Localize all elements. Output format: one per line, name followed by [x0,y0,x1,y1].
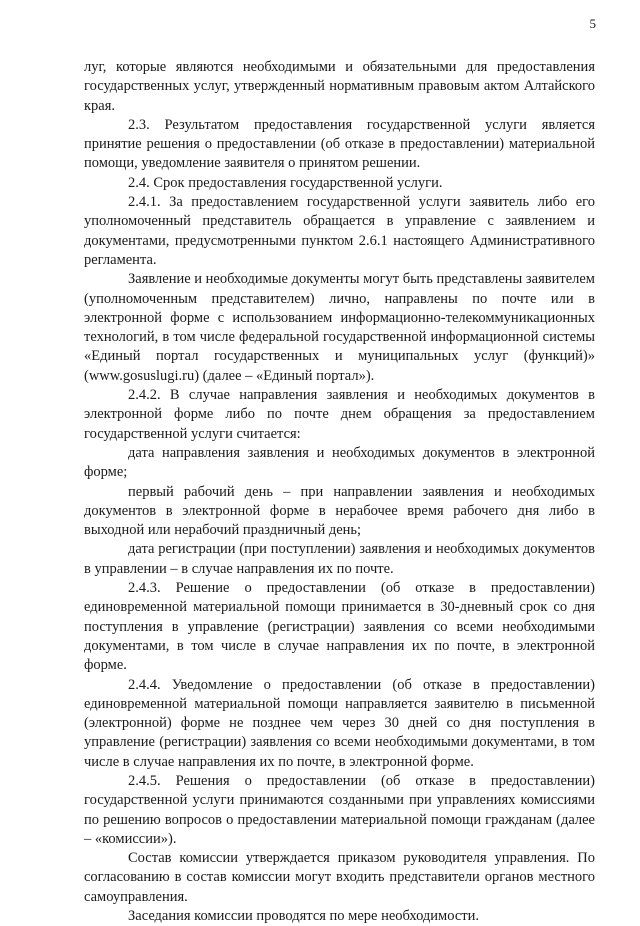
paragraph-2-4-4-notification: 2.4.4. Уведомление о предоставлении (об отказе в предоставлении) единовременной материальной помощи направляется заявителю в письменной (электронной) форме не позднее чем через 30 дней со дня поступления в управление (регистрации) заявления со всеми необходимыми документами, в том числе в случае направления их по почте, в электронной форме. [84,676,595,770]
paragraph-electronic-date: дата направления заявления и необходимых документов в электронной форме; [84,444,595,481]
paragraph-2-4-term: 2.4. Срок предоставления государственной услуги. [128,174,443,191]
paragraph-2-3-result: 2.3. Результатом предоставления государственной услуги является принятие решения о предоставлении (об отказе в предоставлении) материальной помощи, уведомление заявителя о принятом решении. [84,116,595,172]
paragraph-commission-composition: Состав комиссии утверждается приказом руководителя управления. По согласованию в состав комиссии могут входить представители органов местного самоуправления. [84,850,595,905]
paragraph-continuation: луг, которые являются необходимыми и обязательными для предоставления государственных услуг, утвержденный нормативным правовым актом Алтайского края. [84,59,595,114]
paragraph-2-4-3-decision: 2.4.3. Решение о предоставлении (об отказе в предоставлении) единовременной материальной помощи принимается в 30-дневный срок со дня поступления в управление (регистрации) заявления со всеми необходимыми документами, в том числе в случае направления их по почте, в электронной форме. [84,580,595,674]
paragraph-submission-methods: Заявление и необходимые документы могут быть представлены заявителем (уполномоченным представителем) лично, направлены по почте или в электронной форме с использованием информационно-телекоммуникационных технологий, в том числе федеральной государственной информационной системы «Единый портал государственных и муниципальных услуг (функций)» (www.gosuslugi.ru) (далее – «Единый портал»). [84,271,595,384]
paragraph-2-4-5-commissions: 2.4.5. Решения о предоставлении (об отказе в предоставлении) государственной услуги принимаются созданными при управлениях комиссиями по решению вопросов о предоставлении материальной помощи гражданам (далее – «комиссии»). [84,772,595,847]
paragraph-2-4-2-request-date: 2.4.2. В случае направления заявления и необходимых документов в электронной форме либо по почте днем обращения за предоставлением государственной услуги считается: [84,387,595,442]
paragraph-first-working-day: первый рабочий день – при направлении заявления и необходимых документов в электронной форме в нерабочее время рабочего дня либо в выходной или нерабочий праздничный день; [84,483,595,539]
paragraph-registration-date: дата регистрации (при поступлении) заявления и необходимых документов в управлении – в случае направления их по почте. [84,541,595,577]
paragraph-commission-meetings: Заседания комиссии проводятся по мере необходимости. [128,908,479,925]
page-number: 5 [589,16,596,31]
document-body [84,58,595,926]
paragraph-2-4-1-application: 2.4.1. За предоставлением государственной услуги заявитель либо его уполномоченный представитель обращается в управление с заявлением и документами, предусмотренными пунктом 2.6.1 настоящего Административного регламента. [84,194,595,268]
